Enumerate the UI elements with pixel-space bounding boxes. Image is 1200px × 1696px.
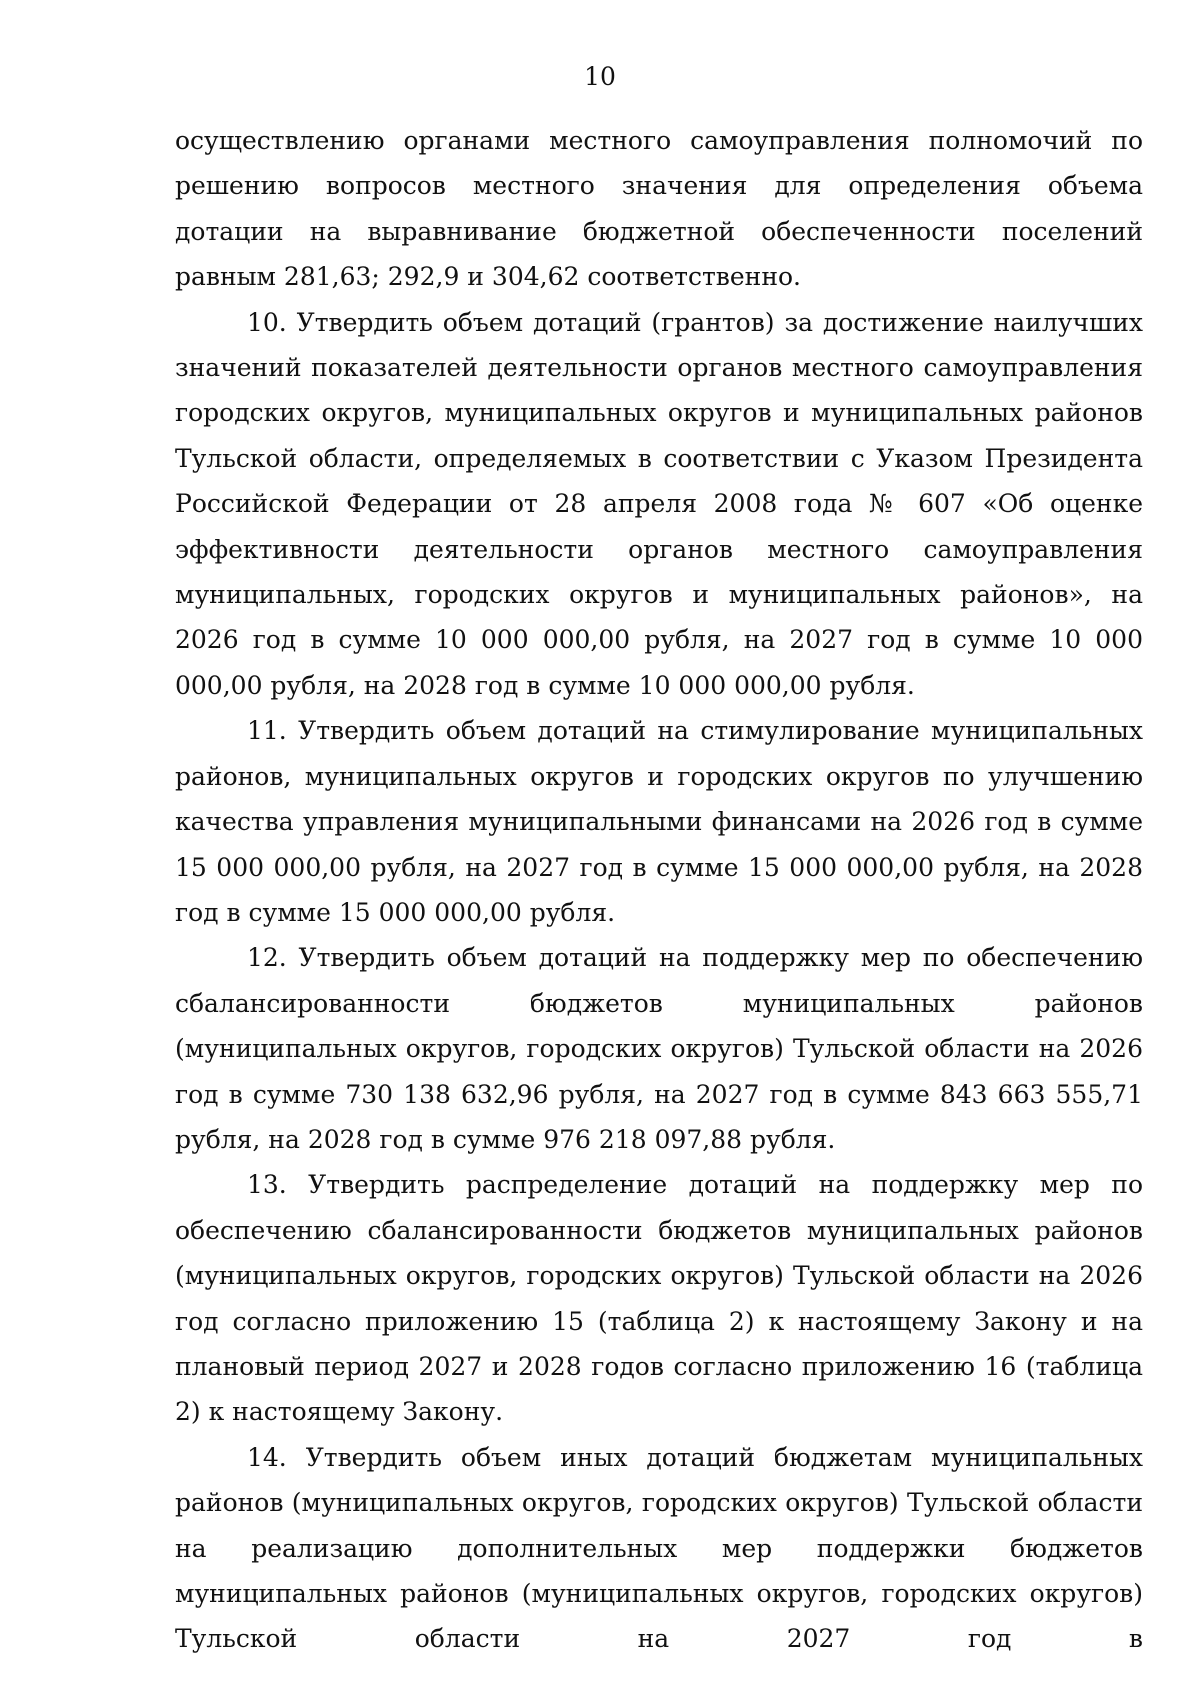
paragraph-item-14: 14. Утвердить объем иных дотаций бюджетам муниципальных районов (муниципальных округов, городских округов) Тульской области на реализацию дополнительных мер поддержки бюджетов муниципальных районов (муниципальных округов, городских округов) Тульской области на 2027 год в (175, 1442, 1143, 1654)
paragraph-item-12: 12. Утвердить объем дотаций на поддержку мер по обеспечению сбалансированности бюджетов муниципальных районов (муниципальных округов, городских округов) Тульской области на 2026 год в сумме 730 138 632,96 рубля, на 2027 год в сумме 843 663 555,71 рубля, на 2028 год в сумме 976 218 097,88 рубля. (175, 943, 1143, 1154)
page-number: 10 (584, 62, 616, 91)
paragraph-item-10: 10. Утвердить объем дотаций (грантов) за достижение наилучших значений показателей деятельности органов местного самоуправления городских округов, муниципальных округов и муниципальных районов Тульской области, определяемых в соответствии с Указом Президента Российской Федерации от 28 апреля 2008 года № 607 «Об оценке эффективности деятельности органов местного самоуправления муниципальных, городских округов и муниципальных районов», на 2026 год в сумме 10 000 000,00 рубля, на 2027 год в сумме 10 000 000,00 рубля, на 2028 год в сумме 10 000 000,00 рубля. (175, 307, 1143, 700)
paragraph-continuation: осуществлению органами местного самоуправления полномочий по решению вопросов местного значения для определения объема дотации на выравнивание бюджетной обеспеченности поселений равным 281,63; 292,9 и 304,62 соответственно. (175, 126, 1143, 292)
document-body (175, 118, 1143, 1662)
paragraph-item-13: 13. Утвердить распределение дотаций на поддержку мер по обеспечению сбалансированности бюджетов муниципальных районов (муниципальных округов, городских округов) Тульской области на 2026 год согласно приложению 15 (таблица 2) к настоящему Закону и на плановый период 2027 и 2028 годов согласно приложению 16 (таблица 2) к настоящему Закону. (175, 1170, 1143, 1427)
paragraph-item-11: 11. Утвердить объем дотаций на стимулирование муниципальных районов, муниципальных округов и городских округов по улучшению качества управления муниципальными финансами на 2026 год в сумме 15 000 000,00 рубля, на 2027 год в сумме 15 000 000,00 рубля, на 2028 год в сумме 15 000 000,00 рубля. (175, 716, 1143, 927)
